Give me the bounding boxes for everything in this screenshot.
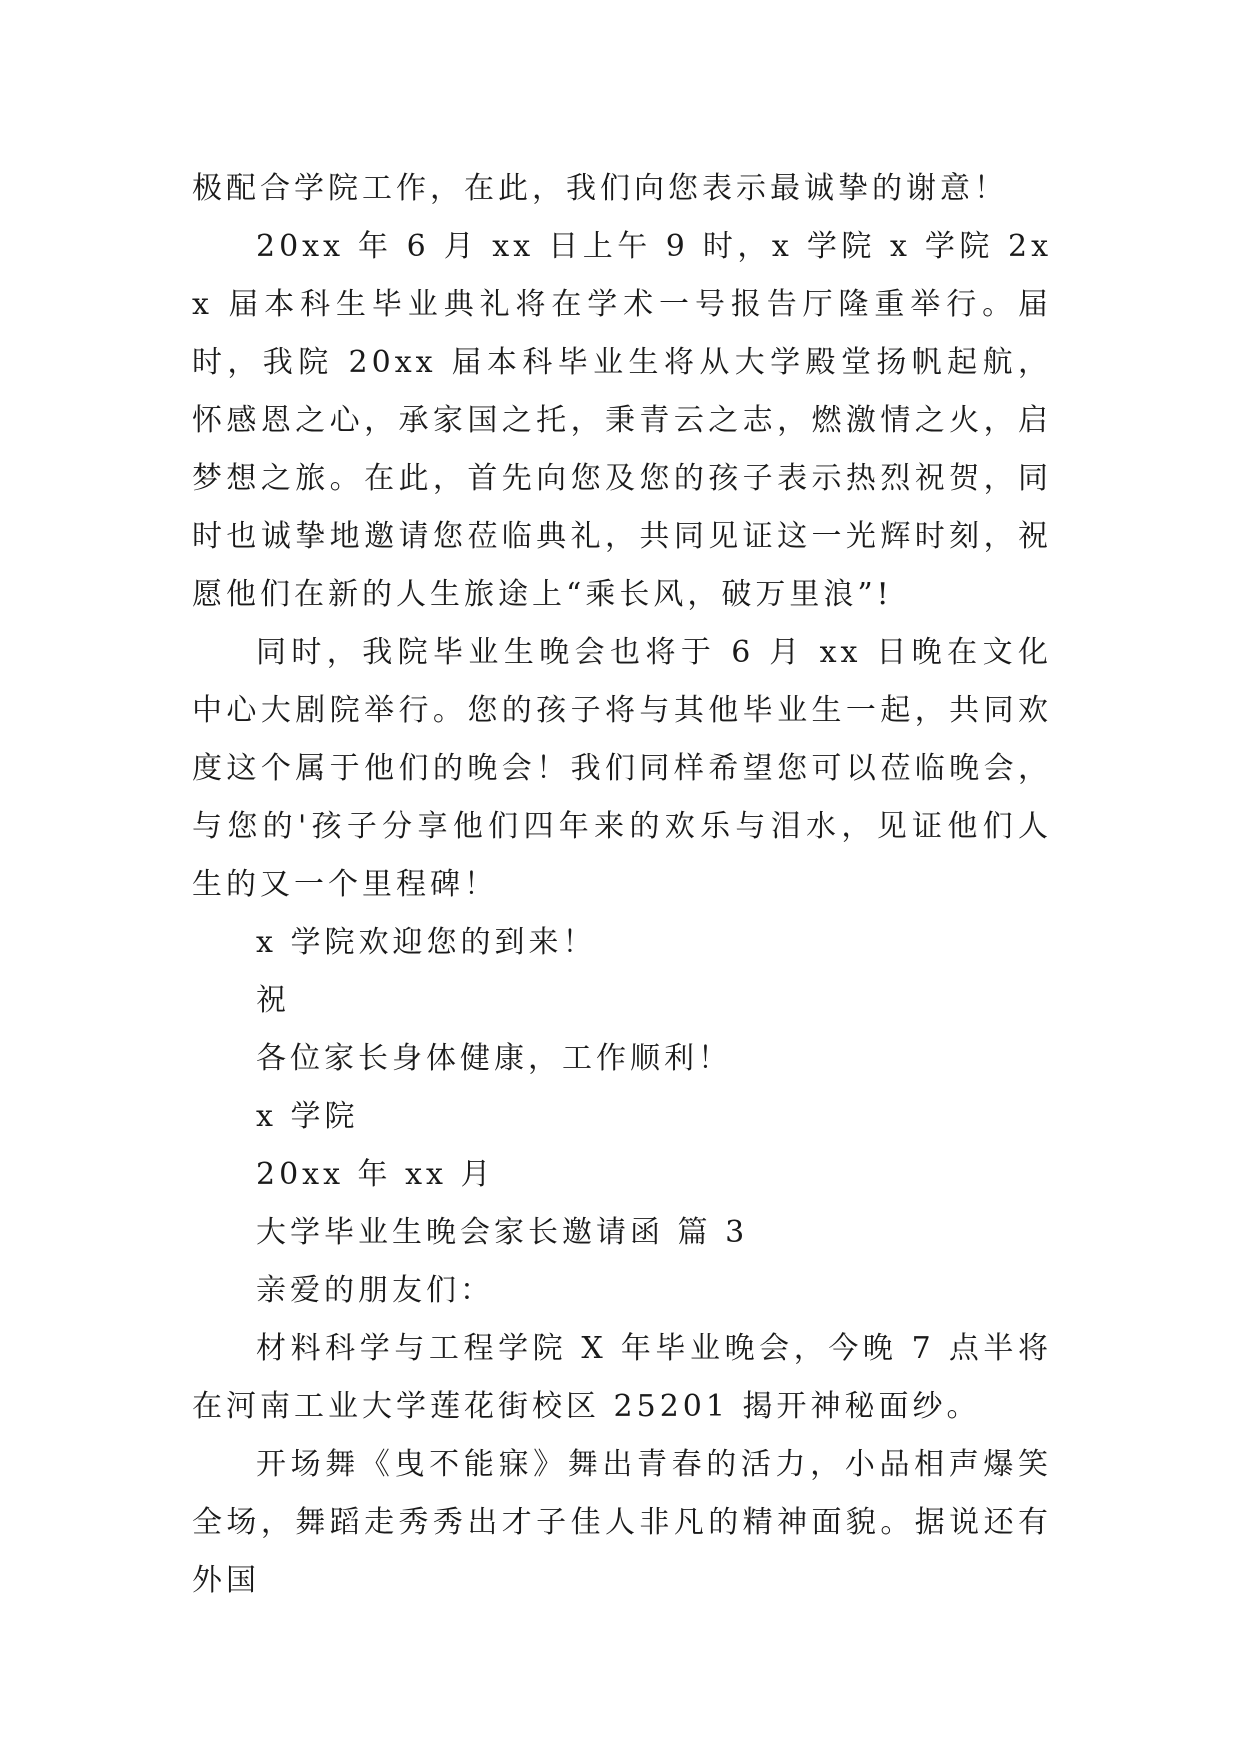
greeting-line: 亲爱的朋友们： — [256, 1273, 494, 1308]
section-heading: 大学毕业生晚会家长邀请函 篇 3 — [256, 1215, 749, 1250]
signature-date: 20xx 年 xx 月 — [256, 1157, 495, 1192]
wishes-line: 各位家长身体健康，工作顺利！ — [256, 1041, 732, 1076]
paragraph-gala-venue: 材料科学与工程学院 X 年毕业晚会，今晚 7 点半将在河南工业大学莲花街校区 25201 揭开神秘面纱。 — [192, 1331, 1052, 1424]
document-body — [192, 160, 1052, 1610]
paragraph-evening-party: 同时，我院毕业生晚会也将于 6 月 xx 日晚在文化中心大剧院举行。您的孩子将与其他毕业生一起，共同欢度这个属于他们的晚会！我们同样希望您可以莅临晚会，与您的'孩子分享他们四年来的欢乐与泪水，见证他们人生的又一个里程碑！ — [192, 635, 1052, 902]
paragraph-gala-program: 开场舞《曳不能寐》舞出青春的活力，小品相声爆笑全场，舞蹈走秀秀出才子佳人非凡的精神面貌。据说还有外国 — [192, 1447, 1052, 1598]
welcome-line: x 学院欢迎您的到来！ — [256, 925, 597, 960]
paragraph-ceremony-invitation: 20xx 年 6 月 xx 日上午 9 时，x 学院 x 学院 2xx 届本科生毕业典礼将在学术一号报告厅隆重举行。届时，我院 20xx 届本科毕业生将从大学殿堂扬帆起航，怀感恩之心，承家国之托，秉青云之志，燃激情之火，启梦想之旅。在此，首先向您及您的孩子表示热烈祝贺，同时也诚挚地邀请您莅临典礼，共同见证这一光辉时刻，祝愿他们在新的人生旅途上“乘长风，破万里浪”! — [192, 229, 1052, 612]
paragraph-continuation: 极配合学院工作，在此，我们向您表示最诚挚的谢意！ — [192, 171, 1008, 206]
signature-college: x 学院 — [256, 1099, 359, 1134]
salutation-line: 祝 — [256, 983, 290, 1018]
